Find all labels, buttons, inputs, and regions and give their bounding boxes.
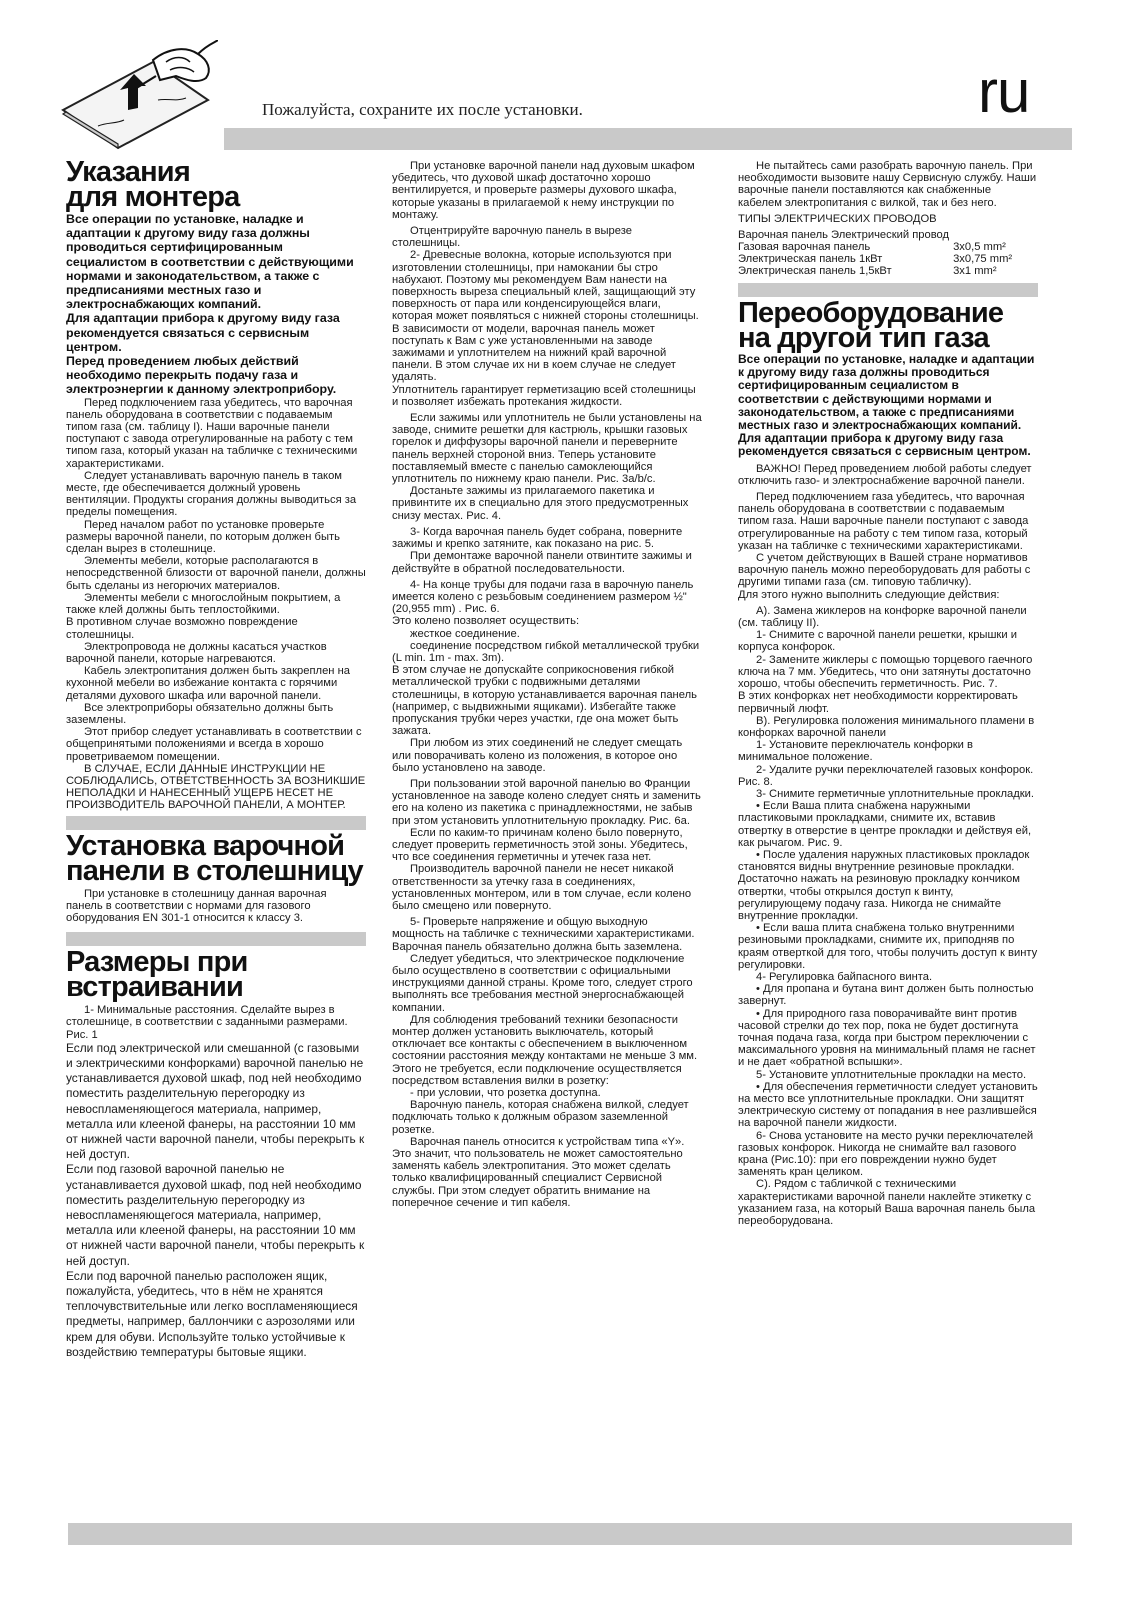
section-title-countertop-install: Установка варочной панели в столешницу: [66, 829, 363, 887]
paragraph: - при условии, что розетка доступна.: [410, 1087, 601, 1100]
header-subtitle: Пожалуйста, сохраните их после установки.: [262, 100, 583, 119]
wire-name: Электрическая панель 1кВт: [738, 253, 883, 266]
paragraph: Уплотнитель гарантирует герметизацию всей столешницы и позволяет избежать протекания жидкости.: [392, 383, 696, 408]
paragraph: 4- На конце трубы для подачи газа в варочную панель имеется колено с резьбовым соединением размером ½"(20,955 mm) . Рис. 6. Это колено позволяет осуществить:: [392, 578, 694, 628]
paragraph: 2- Удалите ручки переключателей газовых конфорок. Рис. 8.: [738, 763, 1034, 788]
paragraph: Если под варочной панелью расположен ящик, пожалуйста, убедитесь, что в нём не хранятся теплочувствительные или легко воспламеняющиеся предметы, например, баллончики с аэрозолями или крем для обуви. Используйте только устойчивые к воздействию температуры бытовые ящики.: [66, 1268, 358, 1359]
language-code: ru: [978, 58, 1030, 125]
section-title-installer-notes: Указания для монтера: [66, 156, 240, 213]
paragraph: Перед началом работ по установке проверьте размеры варочной панели, по которым должен быть сделан вырез в столешнице.: [66, 518, 340, 556]
paragraph: Для соблюдения требований техники безопасности монтер должен установить выключатель, который отключает все контакты с обеспечением в выключенном состоянии расстояния между контактами не меньше 3 мм. Этого не требуется, если подключение осуществляется посредством вставления вилки в розетку:: [392, 1013, 698, 1087]
section-title-gas-conversion: Переоборудование на другой тип газа: [738, 297, 1004, 355]
paragraph: 1- Минимальные расстояния. Сделайте вырез в столешнице, в соответствии с заданными размерами. Рис. 1: [66, 1004, 348, 1041]
paragraph: ВАЖНО! Перед проведением любой работы следует отключить газо- и электроснабжение варочной панели.: [738, 462, 1032, 487]
table-row: [738, 265, 1012, 277]
paragraph: Если по каким-то причинам колено было повернуто, следует проверить герметичность этой зоны. Убедитесь, что все соединения герметичны и утечек газа нет.: [392, 826, 688, 864]
paragraph: 4- Регулировка байпасного винта.: [756, 970, 933, 983]
paragraph: Кабель электропитания должен быть закреплен на кухонной мебели во избежание контакта с горячими деталями духового шкафа или варочной панели.: [66, 665, 350, 702]
paragraph: При установке варочной панели над духовым шкафом убедитесь, что духовой шкаф достаточно хорошо вентилируется, и проверьте размеры духового шкафа, которые указаны в прилагаемой к нему инструкции по монтажу.: [392, 160, 695, 221]
paragraph: Варочная панель относится к устройствам типа «Y». Это значит, что пользователь не может самостоятельно заменять кабель электропитания. Это может сделать только квалифицированный специалист Сервисной службы. При этом следует обратить внимание на поперечное сечение и тип кабеля.: [392, 1135, 685, 1209]
paragraph: При установке в столешницу данная варочная панель в соответствии с нормами для газового оборудования EN 301-1 относится к классу 3.: [66, 887, 327, 924]
paragraph: Все электроприборы обязательно должны быть заземлены.: [66, 701, 334, 726]
paragraph: С учетом действующих в Вашей стране нормативов варочную панель можно переоборудовать для работы с другими типами газа (см. типовую табличку). Для этого нужно выполнить следующие действия:: [738, 552, 1031, 601]
section-divider-bar: [66, 816, 366, 830]
paragraph: 5- Проверьте напряжение и общую выходную мощность на табличке с техническими характеристиками. Варочная панель обязательно должна быть заземлена.: [392, 916, 695, 953]
column-1: [66, 156, 366, 1360]
paragraph: • Если ваша плита снабжена только внутренними резиновыми прокладками, снимите их, приподняв по краям отверткой для того, чтобы получить доступ к винту регулировки.: [738, 922, 1038, 971]
table-row: [738, 253, 1012, 265]
paragraph: A). Замена жиклеров на конфорке варочной панели (см. таблицу II).: [738, 604, 1027, 630]
paragraph: 5- Установите уплотнительные прокладки на место.: [756, 1068, 1027, 1081]
wires-title: ТИПЫ ЭЛЕКТРИЧЕСКИХ ПРОВОДОВ: [738, 212, 937, 225]
wire-value: 3x0,5 mm²: [953, 241, 1006, 254]
paragraph: • Для природного газа поворачивайте винт против часовой стрелки до тех пор, пока не будет достигнута точная подача газа, когда при быстром переключении с максимального уровня на минимальный пламя не гаснет и не дает «обратной вспышки».: [738, 1007, 1036, 1069]
installer-lead: Все операции по установке, наладке и адаптации к другому виду газа должны проводиться сертифицированным сециалистом в соответствии с действующими нормами и законодательством, а также с предписаниями местных газо и электроснабжающих компаний. Для адаптации прибора к другому виду газа рекомендуется связаться с сервисным центром. Перед проведением любых действий необходимо перекрыть подачу газа и электроэнергии к данному электроприбору.: [66, 212, 354, 397]
paragraph: C). Рядом с табличкой с техническими характеристиками варочной панели наклейте этикетку с указанием газа, на который Ваша варочная панель была переоборудована.: [738, 1178, 1036, 1228]
paragraph: Электропровода не должны касаться участков варочной панели, которые нагреваются.: [66, 640, 327, 665]
paragraph: 1- Установите переключатель конфорки в минимальное положение.: [738, 739, 973, 764]
conversion-lead: Все операции по установке, наладке и адаптации к другому виду газа должны проводиться сертифицированным сециалистом в соответствии с действующими нормами и законодательством, а также с предписаниями местных газо и электроснабжающих компаний. Для адаптации прибора к другому виду газа рекомендуется связаться с сервисным центром.: [738, 352, 1035, 459]
paragraph: 6- Снова установите на место ручки переключателей газовых конфорок. Никогда не снимайте вал газового крана (Рис.10): при его повреждении нужно будет заменять кран целиком.: [738, 1129, 1034, 1179]
paragraph: • После удаления наружных пластиковых прокладок становятся видны внутренние резиновые прокладки. Достаточно нажать на резиновую прокладку кончиком отвертки, чтобы открылся доступ к винту, регулирующему подачу газа. Никогда не снимайте внутренние прокладки.: [738, 848, 1030, 922]
paragraph: • Для пропана и бутана винт должен быть полностью завернут.: [738, 983, 1034, 1008]
paragraph: B). Регулировка положения минимального пламени в конфорках варочной панели: [738, 714, 1035, 739]
paragraph: Следует устанавливать варочную панель в таком месте, где обеспечивается должный уровень вентиляции. Продукты сгорания должны выводиться за пределы помещения.: [66, 469, 357, 519]
wire-name: Варочная панель Электрический провод: [738, 229, 950, 242]
section-title-dimensions: Размеры при встраивании: [66, 946, 248, 1004]
wire-name: Газовая варочная панель: [738, 241, 871, 254]
column-3: [738, 160, 1038, 1227]
section-divider-bar: [738, 283, 1038, 297]
paragraph: жесткое соединение.: [410, 627, 520, 640]
footer-divider-bar: [68, 1523, 1072, 1545]
paragraph: Элементы мебели с многослойным покрытием, а также клей должны быть теплостойкими. В противном случае возможно повреждение столешницы.: [66, 591, 341, 641]
paragraph: Если под электрической или смешанной (с газовыми и электрическими конфорками) варочной панелью не устанавливается духовой шкаф, под ней необходимо поместить разделительную перегородку из невоспламеняющегося материала, например, металла или клееной фанеры, на расстоянии 10 мм от нижней части варочной панели, чтобы перекрыть к ней доступ.: [66, 1040, 365, 1162]
paragraph: Отцентрируйте варочную панель в вырезе столешницы.: [392, 225, 632, 250]
paragraph: 2- Древесные волокна, которые используются при изготовлении столешницы, при намокании бы стро набухают. Поэтому мы рекомендуем Вам нанести на поверхность выреза специальный клей, защищающий эту поверхность от пара или конденсирующейся влаги, которая может появляться с нижней стороны столешницы. В зависимости от модели, варочная панель может поступать к Вам с уже установленными на заводе зажимами и уплотнителем на нижний край варочной панели. В этом случае их ни в коем случае не следует удалять.: [392, 249, 699, 384]
paragraph: Варочную панель, которая снабжена вилкой, следует подключать только к должным образом заземленной розетке.: [392, 1099, 689, 1136]
table-row: [738, 241, 1012, 253]
paragraph: Перед подключением газа убедитесь, что варочная панель оборудована в соответствии с подаваемым типом газа (см. таблицу I). Наши варочные панели поступают с завода отрегулированные на работу с тем типом газа, который указан на табличке с техническими характеристиками.: [66, 396, 358, 470]
wire-name: Электрическая панель 1,5кВт: [738, 265, 892, 278]
paragraph: 3- Когда варочная панель будет собрана, поверните зажимы и крепко затяните, как показано на рис. 5.: [392, 525, 683, 551]
paragraph: Производитель варочной панели не несет никакой ответственности за утечку газа в соединениях, установленных монтером, или в том случае, если колено было смещено или повернуто.: [392, 863, 692, 912]
hand-writing-illustration-icon: [58, 40, 218, 150]
paragraph: Перед подключением газа убедитесь, что варочная панель оборудована в соответствии с подаваемым типом газа. Наши варочные панели поступают с завода отрегулированные на работу с тем типом газа, который указан на табличке с техническими характеристиками.: [738, 491, 1029, 552]
paragraph: При пользовании этой варочной панелью во Франции установленное на заводе колено следует снять и заменить его на колено из пакетика с принадлежностями, не забыв при этом установить уплотнительную прокладку. Рис. 6a.: [392, 777, 701, 827]
wire-value: [949, 229, 1012, 241]
paragraph: Следует убедиться, что электрическое подключение было осуществлено в соответствии с официальными инструкциями данной страны. Кроме того, следует строго выполнять все требования местной энергоснабжающей компании.: [392, 952, 693, 1014]
paragraph: соединение посредством гибкой металлической трубки (L min. 1m - max. 3m). В этом случае не допускайте соприкосновения гибкой металлической трубки с подвижными деталями столешницы, в которую устанавливается варочная панель (например, с выдвижными ящиками). Избегайте также пропускания трубки через участки, где она может быть зажата.: [392, 639, 700, 738]
wire-value: 3x0,75 mm²: [953, 253, 1013, 266]
paragraph: При демонтаже варочной панели отвинтите зажимы и действуйте в обратной последовательности.: [392, 550, 692, 575]
paragraph: Не пытайтесь сами разобрать варочную панель. При необходимости вызовите нашу Сервисную службу. Наши варочные панели поставляются как снабженные кабелем электропитания с вилкой, так и без него.: [738, 160, 1037, 209]
paragraph: 3- Снимите герметичные уплотнительные прокладки.: [756, 787, 1035, 800]
paragraph: • Если Ваша плита снабжена наружными пластиковыми прокладками, снимите их, вставив отвертку в отверстие в центре прокладки и действуя ей, как рычагом. Рис. 9.: [738, 800, 1032, 849]
column-2: [392, 160, 702, 1209]
paragraph: 1- Снимите с варочной панели решетки, крышки и корпуса конфорок.: [738, 629, 1017, 654]
paragraph: • Для обеспечения герметичности следует установить на место все уплотнительные прокладки. Они защитят электрическую систему от попадания в нее разлившейся на варочной панели жидкости.: [738, 1080, 1038, 1130]
paragraph: Этот прибор следует устанавливать в соответствии с общепринятыми положениями и всегда в хорошо проветриваемом помещении.: [66, 726, 362, 763]
table-row: [738, 229, 1012, 241]
paragraph: Достаньте зажимы из прилагаемого пакетика и привинтите их в специально для этого предусмотренных снизу местах. Рис. 4.: [392, 485, 689, 522]
section-divider-bar: [66, 932, 366, 946]
wire-types-table: [738, 229, 1012, 277]
paragraph: Если зажимы или уплотнитель не были установлены на заводе, снимите решетки для кастрюль, крышки газовых горелок и диффузоры варочной панели и переверните панель верхней стороной вниз. Теперь установите поставляемый вместе с панелью самоклеющийся уплотнитель по нижнему краю панели. Рис. 3a/b/c.: [392, 412, 702, 486]
wire-value: 3x1 mm²: [953, 265, 997, 278]
paragraph: Элементы мебели, которые располагаются в непосредственной близости от варочной панели, должны быть сделаны из негорючих материалов.: [66, 555, 366, 592]
paragraph: Если под газовой варочной панелью не устанавливается духовой шкаф, под ней необходимо поместить разделительную перегородку из невоспламеняющегося материала, например, металла или клееной фанеры, на расстоянии 10 мм от нижней части варочной панели, чтобы перекрыть к ней доступ.: [66, 1162, 365, 1268]
header-divider-bar: [224, 128, 1072, 150]
paragraph: 2- Замените жиклеры с помощью торцевого гаечного ключа на 7 мм. Убедитесь, что они затянуты достаточно хорошо, чтобы обеспечить герметичность. Рис. 7. В этих конфорках нет необходимости корректировать первичный люфт.: [738, 653, 1033, 715]
warning-paragraph: В СЛУЧАЕ, ЕСЛИ ДАННЫЕ ИНСТРУКЦИИ НЕ СОБЛЮДАЛИСЬ, ОТВЕТСТВЕННОСТЬ ЗА ВОЗНИКШИЕ НЕПОЛАДКИ И НАНЕСЕННЫЙ УЩЕРБ НЕСЕТ НЕ ПРОИЗВОДИТЕЛЬ ВАРОЧНОЙ ПАНЕЛИ, А МОНТЕР.: [66, 762, 366, 812]
paragraph: При любом из этих соединений не следует смещать или поворачивать колено из положения, в которое оно было установлено на заводе.: [392, 737, 683, 774]
